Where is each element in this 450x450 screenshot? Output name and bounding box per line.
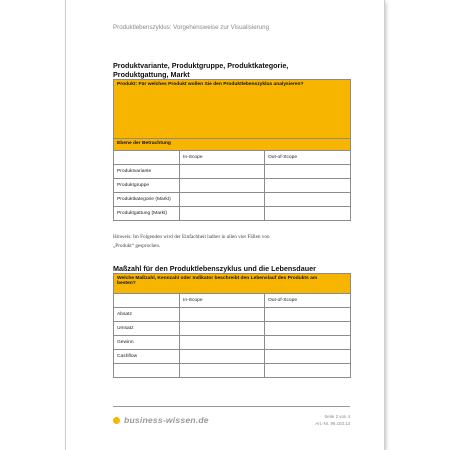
row-label: Produktvariante	[114, 165, 180, 179]
page-number: Seite 2 von 4	[324, 414, 350, 419]
column-header-empty	[114, 151, 180, 165]
row-label: Gewinn	[114, 336, 180, 350]
hint-note-line-1: Hinweis: Im Folgenden wird der Einfachheit halber in allen vier Fällen von	[113, 234, 270, 240]
out-of-scope-cell[interactable]	[265, 336, 351, 350]
row-label: Produktgruppe	[114, 179, 180, 193]
out-of-scope-cell[interactable]	[265, 322, 351, 336]
in-scope-cell[interactable]	[180, 165, 265, 179]
column-header-empty	[114, 294, 180, 308]
logo-dot-icon	[113, 417, 120, 424]
out-of-scope-cell[interactable]	[265, 308, 351, 322]
page-info	[315, 413, 350, 427]
in-scope-cell[interactable]	[180, 350, 265, 364]
section-title-line-1: Produktvariante, Produktgruppe, Produktkategorie,	[113, 61, 289, 70]
column-header-in-scope: In-Scope	[180, 294, 265, 308]
metric-table	[113, 273, 351, 378]
row-label: Produktgattung (Markt)	[114, 207, 180, 221]
in-scope-cell[interactable]	[180, 207, 265, 221]
out-of-scope-cell[interactable]	[265, 364, 351, 378]
in-scope-cell[interactable]	[180, 179, 265, 193]
metric-question-line-1: Welche Maßzahl, Kennzahl oder Indikator beschreibt den Lebenslauf des Produkts am	[117, 276, 318, 281]
hint-note-line-2: „Produkt“ gesprochen.	[113, 243, 161, 249]
hint-note	[113, 233, 350, 251]
level-header: Ebene der Betrachtung	[114, 139, 351, 151]
out-of-scope-cell[interactable]	[265, 207, 351, 221]
document-page	[66, 0, 384, 450]
in-scope-cell[interactable]	[180, 364, 265, 378]
metric-question-line-2: besten?	[117, 281, 136, 286]
column-header-in-scope: In-Scope	[180, 151, 265, 165]
row-label: Absatz	[114, 308, 180, 322]
column-header-out-of-scope: Out-of-Scope	[265, 151, 351, 165]
logo-text: business-wissen.de	[124, 415, 209, 425]
section-title-product	[113, 62, 288, 79]
article-number: Art.-Nr. 99.103.13	[315, 421, 350, 426]
column-header-out-of-scope: Out-of-Scope	[265, 294, 351, 308]
footer-divider	[113, 406, 350, 407]
row-label: Umsatz	[114, 322, 180, 336]
section-title-metric: Maßzahl für den Produktlebenszyklus und die Lebensdauer	[113, 264, 316, 273]
row-label: Cashflow	[114, 350, 180, 364]
out-of-scope-cell[interactable]	[265, 350, 351, 364]
metric-question-header	[114, 274, 351, 294]
business-wissen-logo	[113, 415, 209, 425]
out-of-scope-cell[interactable]	[265, 165, 351, 179]
in-scope-cell[interactable]	[180, 193, 265, 207]
in-scope-cell[interactable]	[180, 322, 265, 336]
product-table	[113, 79, 351, 221]
row-label	[114, 364, 180, 378]
running-header: Produktlebenszyklus: Vorgehensweise zur Visualisierung	[113, 24, 270, 31]
product-question-header: Produkt: Für welches Produkt wollen Sie den Produktlebenszyklus analysieren?	[114, 80, 351, 139]
section-title-line-2: Produktgattung, Markt	[113, 69, 190, 79]
in-scope-cell[interactable]	[180, 308, 265, 322]
out-of-scope-cell[interactable]	[265, 179, 351, 193]
out-of-scope-cell[interactable]	[265, 193, 351, 207]
row-label: Produktkategorie (Markt)	[114, 193, 180, 207]
in-scope-cell[interactable]	[180, 336, 265, 350]
